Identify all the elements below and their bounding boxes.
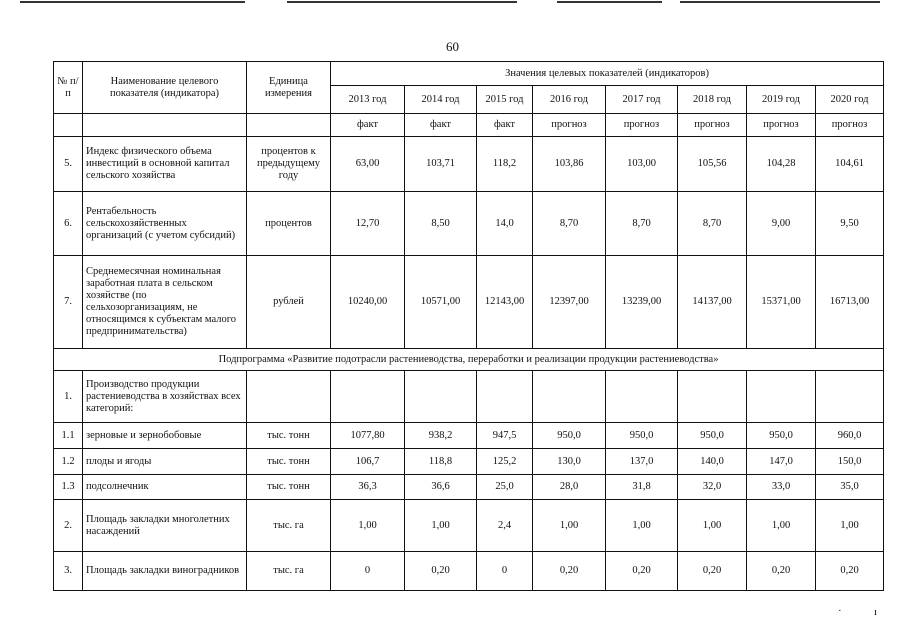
header-kind-cell: прогноз bbox=[678, 114, 747, 137]
row-name-cell: Площадь закладки многолетних насаждений bbox=[83, 500, 247, 552]
value-cell bbox=[477, 371, 533, 423]
value-cell bbox=[747, 371, 816, 423]
value-cell: 63,00 bbox=[331, 137, 405, 192]
header-kind-cell: прогноз bbox=[747, 114, 816, 137]
table-row bbox=[54, 500, 884, 552]
value-cell: 16713,00 bbox=[816, 256, 884, 349]
value-cell: 28,0 bbox=[533, 475, 606, 500]
value-cell bbox=[816, 371, 884, 423]
value-cell: 12,70 bbox=[331, 192, 405, 256]
value-cell: 0,20 bbox=[533, 552, 606, 591]
row-name-cell: Площадь закладки виноградников bbox=[83, 552, 247, 591]
value-cell: 25,0 bbox=[477, 475, 533, 500]
value-cell bbox=[606, 371, 678, 423]
value-cell: 0 bbox=[477, 552, 533, 591]
header-num-cell: № п/п bbox=[54, 62, 83, 114]
row-unit-cell: тыс. тонн bbox=[247, 423, 331, 449]
table-row bbox=[54, 256, 884, 349]
value-cell: 14137,00 bbox=[678, 256, 747, 349]
header-kind-cell: прогноз bbox=[533, 114, 606, 137]
value-cell: 1,00 bbox=[405, 500, 477, 552]
value-cell bbox=[678, 371, 747, 423]
subprogram-title: Подпрограмма «Развитие подотрасли растениеводства, переработки и реализации продукции растениеводства» bbox=[54, 349, 884, 371]
row-num-cell: 7. bbox=[54, 256, 83, 349]
empty-cell bbox=[54, 114, 83, 137]
row-name-cell: подсолнечник bbox=[83, 475, 247, 500]
scan-edge-line-left bbox=[20, 1, 245, 3]
value-cell: 0,20 bbox=[606, 552, 678, 591]
value-cell: 8,70 bbox=[533, 192, 606, 256]
table-row bbox=[54, 475, 884, 500]
value-cell: 12143,00 bbox=[477, 256, 533, 349]
value-cell: 0,20 bbox=[747, 552, 816, 591]
row-num-cell: 2. bbox=[54, 500, 83, 552]
value-cell: 950,0 bbox=[678, 423, 747, 449]
row-unit-cell bbox=[247, 371, 331, 423]
table-row bbox=[54, 449, 884, 475]
header-year-cell: 2020 год bbox=[816, 86, 884, 114]
row-name-cell: Рентабельность сельскохозяйственных организаций (с учетом субсидий) bbox=[83, 192, 247, 256]
row-num-cell: 5. bbox=[54, 137, 83, 192]
value-cell: 947,5 bbox=[477, 423, 533, 449]
value-cell: 103,00 bbox=[606, 137, 678, 192]
header-kind-cell: прогноз bbox=[606, 114, 678, 137]
row-unit-cell: тыс. тонн bbox=[247, 449, 331, 475]
value-cell: 33,0 bbox=[747, 475, 816, 500]
row-num-cell: 1. bbox=[54, 371, 83, 423]
value-cell: 8,70 bbox=[678, 192, 747, 256]
value-cell: 31,8 bbox=[606, 475, 678, 500]
scan-edge-line-right bbox=[557, 1, 662, 3]
row-num-cell: 1.1 bbox=[54, 423, 83, 449]
row-num-cell: 1.3 bbox=[54, 475, 83, 500]
value-cell: 950,0 bbox=[533, 423, 606, 449]
value-cell: 103,71 bbox=[405, 137, 477, 192]
value-cell bbox=[533, 371, 606, 423]
row-unit-cell: рублей bbox=[247, 256, 331, 349]
value-cell: 137,0 bbox=[606, 449, 678, 475]
scan-speck-mark: ı bbox=[874, 606, 878, 618]
value-cell: 147,0 bbox=[747, 449, 816, 475]
value-cell bbox=[405, 371, 477, 423]
row-name-cell: Производство продукции растениеводства в хозяйствах всех категорий: bbox=[83, 371, 247, 423]
value-cell: 0 bbox=[331, 552, 405, 591]
value-cell: 140,0 bbox=[678, 449, 747, 475]
value-cell: 8,50 bbox=[405, 192, 477, 256]
scan-speck-mark: · bbox=[838, 605, 842, 617]
header-kind-cell: факт bbox=[477, 114, 533, 137]
header-values-group-cell: Значения целевых показателей (индикаторов) bbox=[331, 62, 884, 86]
header-year-cell: 2014 год bbox=[405, 86, 477, 114]
value-cell: 9,00 bbox=[747, 192, 816, 256]
row-num-cell: 3. bbox=[54, 552, 83, 591]
value-cell: 1,00 bbox=[331, 500, 405, 552]
scan-edge-line-middle bbox=[287, 1, 517, 3]
value-cell: 960,0 bbox=[816, 423, 884, 449]
header-kind-cell: факт bbox=[331, 114, 405, 137]
subprogram-row bbox=[54, 349, 884, 371]
empty-cell bbox=[83, 114, 247, 137]
header-kind-row bbox=[54, 114, 884, 137]
table-row bbox=[54, 371, 884, 423]
header-year-cell: 2018 год bbox=[678, 86, 747, 114]
header-unit-cell: Единица измерения bbox=[247, 62, 331, 114]
value-cell: 36,3 bbox=[331, 475, 405, 500]
value-cell: 106,7 bbox=[331, 449, 405, 475]
row-unit-cell: процентов bbox=[247, 192, 331, 256]
value-cell: 12397,00 bbox=[533, 256, 606, 349]
value-cell: 950,0 bbox=[747, 423, 816, 449]
table-row bbox=[54, 552, 884, 591]
value-cell: 10240,00 bbox=[331, 256, 405, 349]
value-cell: 32,0 bbox=[678, 475, 747, 500]
value-cell bbox=[331, 371, 405, 423]
header-year-cell: 2016 год bbox=[533, 86, 606, 114]
header-year-cell: 2015 год bbox=[477, 86, 533, 114]
row-unit-cell: тыс. га bbox=[247, 552, 331, 591]
row-name-cell: Среднемесячная номинальная заработная плата в сельском хозяйстве (по сельхозорганизациям, не относящимся к субъектам малого предпринимательства) bbox=[83, 256, 247, 349]
value-cell: 2,4 bbox=[477, 500, 533, 552]
value-cell: 130,0 bbox=[533, 449, 606, 475]
value-cell: 9,50 bbox=[816, 192, 884, 256]
row-num-cell: 6. bbox=[54, 192, 83, 256]
value-cell: 105,56 bbox=[678, 137, 747, 192]
value-cell: 104,61 bbox=[816, 137, 884, 192]
value-cell: 0,20 bbox=[678, 552, 747, 591]
header-year-cell: 2013 год bbox=[331, 86, 405, 114]
value-cell: 14,0 bbox=[477, 192, 533, 256]
row-unit-cell: тыс. тонн bbox=[247, 475, 331, 500]
value-cell: 0,20 bbox=[405, 552, 477, 591]
value-cell: 35,0 bbox=[816, 475, 884, 500]
row-unit-cell: процентов к предыдущему году bbox=[247, 137, 331, 192]
value-cell: 103,86 bbox=[533, 137, 606, 192]
empty-cell bbox=[247, 114, 331, 137]
value-cell: 118,8 bbox=[405, 449, 477, 475]
value-cell: 13239,00 bbox=[606, 256, 678, 349]
value-cell: 0,20 bbox=[816, 552, 884, 591]
header-kind-cell: прогноз bbox=[816, 114, 884, 137]
table-row bbox=[54, 192, 884, 256]
value-cell: 10571,00 bbox=[405, 256, 477, 349]
row-name-cell: Индекс физического объема инвестиций в основной капитал сельского хозяйства bbox=[83, 137, 247, 192]
header-row-top bbox=[54, 62, 884, 86]
value-cell: 1,00 bbox=[747, 500, 816, 552]
value-cell: 1,00 bbox=[678, 500, 747, 552]
value-cell: 1,00 bbox=[606, 500, 678, 552]
row-name-cell: плоды и ягоды bbox=[83, 449, 247, 475]
value-cell: 125,2 bbox=[477, 449, 533, 475]
value-cell: 938,2 bbox=[405, 423, 477, 449]
value-cell: 950,0 bbox=[606, 423, 678, 449]
value-cell: 118,2 bbox=[477, 137, 533, 192]
header-year-cell: 2017 год bbox=[606, 86, 678, 114]
page-number: 60 bbox=[446, 39, 459, 54]
row-name-cell: зерновые и зернобобовые bbox=[83, 423, 247, 449]
row-num-cell: 1.2 bbox=[54, 449, 83, 475]
header-name-cell: Наименование целевого показателя (индикатора) bbox=[83, 62, 247, 114]
value-cell: 15371,00 bbox=[747, 256, 816, 349]
table-row bbox=[54, 423, 884, 449]
row-unit-cell: тыс. га bbox=[247, 500, 331, 552]
indicators-table bbox=[53, 61, 884, 591]
value-cell: 1077,80 bbox=[331, 423, 405, 449]
header-kind-cell: факт bbox=[405, 114, 477, 137]
value-cell: 104,28 bbox=[747, 137, 816, 192]
value-cell: 8,70 bbox=[606, 192, 678, 256]
value-cell: 1,00 bbox=[533, 500, 606, 552]
scan-edge-line-far-right bbox=[680, 1, 880, 3]
value-cell: 1,00 bbox=[816, 500, 884, 552]
value-cell: 150,0 bbox=[816, 449, 884, 475]
table-row bbox=[54, 137, 884, 192]
header-year-cell: 2019 год bbox=[747, 86, 816, 114]
value-cell: 36,6 bbox=[405, 475, 477, 500]
